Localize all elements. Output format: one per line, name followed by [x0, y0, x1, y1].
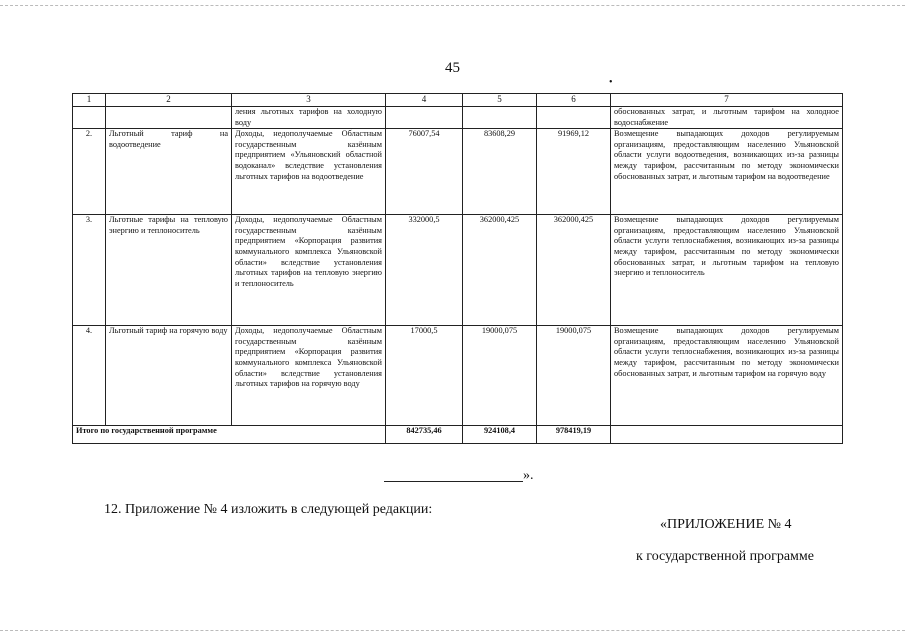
- total-value-2: 924108,4: [463, 426, 537, 444]
- col-header-3: 3: [232, 94, 386, 107]
- row-number: 4.: [73, 326, 106, 426]
- total-label: Итого по государственной программе: [73, 426, 386, 444]
- scan-edge-bottom: [0, 630, 905, 631]
- page-number: 45: [445, 60, 460, 76]
- col-header-7: 7: [611, 94, 843, 107]
- col-header-2: 2: [106, 94, 232, 107]
- row-value-1: [386, 107, 463, 129]
- col-header-6: 6: [537, 94, 611, 107]
- total-value-1: 842735,46: [386, 426, 463, 444]
- item-12-paragraph: 12. Приложение № 4 изложить в следующей редакции:: [104, 502, 433, 517]
- row-number: 2.: [73, 129, 106, 215]
- row-description: Возмещение выпадающих доходов регулируемым организациям, предоставляющим населению Ульяновской области услуги теплоснабжения, возникающих из-за разницы между тарифом, рассчитанным по методу экономически обоснованных затрат, и льготным тарифом на тепловую энергию и теплоноситель: [611, 215, 843, 326]
- table-row: [73, 129, 843, 215]
- scan-edge-top: [0, 5, 905, 6]
- row-value-3: [537, 107, 611, 129]
- row-number: 3.: [73, 215, 106, 326]
- table-row: [73, 326, 843, 426]
- signature-line: [384, 481, 523, 482]
- row-name: Льготный тариф на водоотведение: [106, 129, 232, 215]
- row-value-2: [463, 107, 537, 129]
- table-row: [73, 107, 843, 129]
- col-header-4: 4: [386, 94, 463, 107]
- row-income: ления льготных тарифов на холодную воду: [232, 107, 386, 129]
- closing-quote: ».: [523, 468, 534, 483]
- row-value-3: 362000,425: [537, 215, 611, 326]
- total-row: [73, 426, 843, 444]
- row-description: Возмещение выпадающих доходов регулируемым организациям, предоставляющим населению Ульяновской области услуги водоотведения, возникающих из-за разницы между тарифом, рассчитанным по методу экономически обоснованных затрат, и льготным тарифом на водоотведение: [611, 129, 843, 215]
- col-header-5: 5: [463, 94, 537, 107]
- table-row: [73, 215, 843, 326]
- row-name: Льготные тарифы на тепловую энергию и теплоноситель: [106, 215, 232, 326]
- row-value-2: 19000,075: [463, 326, 537, 426]
- row-value-2: 362000,425: [463, 215, 537, 326]
- table-header-row: [73, 94, 843, 107]
- scan-speck: •: [609, 77, 613, 88]
- row-value-2: 83608,29: [463, 129, 537, 215]
- row-income: Доходы, недополучаемые Областным государственным казённым предприятием «Корпорация развития коммунального комплекса Ульяновской области» вследствие установления льготных тарифов на горячую воду: [232, 326, 386, 426]
- row-number: [73, 107, 106, 129]
- row-income: Доходы, недополучаемые Областным государственным казённым предприятием «Корпорация развития коммунального комплекса Ульяновской области» вследствие установления льготных тарифов на тепловую энергию и теплоноситель: [232, 215, 386, 326]
- total-value-3: 978419,19: [537, 426, 611, 444]
- row-value-3: 91969,12: [537, 129, 611, 215]
- col-header-1: 1: [73, 94, 106, 107]
- row-value-1: 17000,5: [386, 326, 463, 426]
- budget-table: [72, 93, 843, 444]
- row-income: Доходы, недополучаемые Областным государственным казённым предприятием «Ульяновский областной водоканал» вследствие установления льготных тарифов на водоотведение: [232, 129, 386, 215]
- row-value-3: 19000,075: [537, 326, 611, 426]
- appendix-title: «ПРИЛОЖЕНИЕ № 4: [660, 517, 792, 532]
- total-empty-cell: [611, 426, 843, 444]
- row-value-1: 76007,54: [386, 129, 463, 215]
- row-name: [106, 107, 232, 129]
- row-description: Возмещение выпадающих доходов регулируемым организациям, предоставляющим населению Ульяновской области услуги теплоснабжения, возникающих из-за разницы между тарифом, рассчитанным по методу экономически обоснованных затрат, и льготным тарифом на горячую воду: [611, 326, 843, 426]
- appendix-subtitle: к государственной программе: [636, 549, 814, 564]
- row-description: обоснованных затрат, и льготным тарифом на холодное водоснабжение: [611, 107, 843, 129]
- row-value-1: 332000,5: [386, 215, 463, 326]
- row-name: Льготный тариф на горячую воду: [106, 326, 232, 426]
